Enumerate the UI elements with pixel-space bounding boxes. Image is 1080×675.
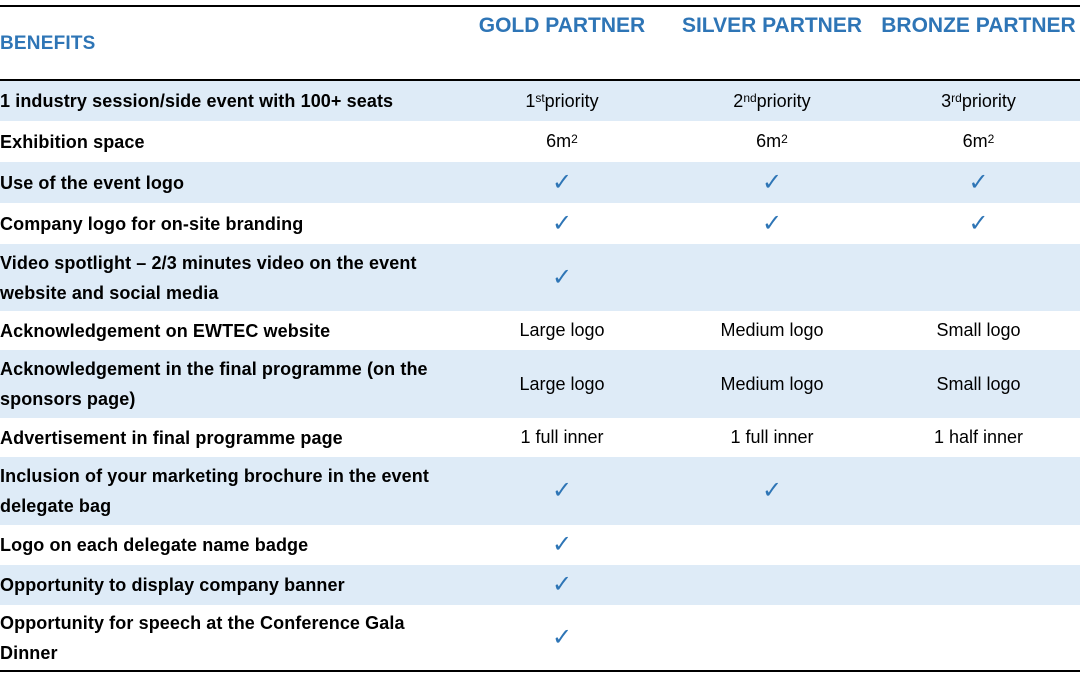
check-mark-icon: ✓	[551, 209, 573, 237]
table-header	[0, 7, 1080, 79]
table-row	[0, 162, 1080, 203]
check-mark-icon: ✓	[551, 531, 573, 558]
gold-partner-value	[457, 457, 667, 525]
table-row	[0, 418, 1080, 457]
bronze-partner-value: Small logo	[936, 373, 1021, 394]
silver-partner-value	[667, 457, 877, 525]
gold-partner-value	[457, 244, 667, 311]
silver-partner-value	[667, 203, 877, 244]
gold-partner-value	[457, 565, 667, 605]
table-row	[0, 81, 1080, 121]
table-row	[0, 605, 1080, 670]
silver-partner-value	[667, 605, 877, 670]
benefit-label: Acknowledgement on EWTEC website	[0, 320, 331, 341]
table-row	[0, 457, 1080, 525]
silver-partner-value: 6m $^2$	[756, 131, 788, 151]
header-benefits: BENEFITS	[0, 33, 96, 54]
bronze-partner-value	[877, 525, 1080, 565]
benefit-label: Opportunity for speech at the Conference Gala Dinner	[0, 612, 405, 663]
bronze-partner-value	[877, 605, 1080, 670]
benefit-label: Advertisement in final programme page	[0, 427, 343, 448]
bronze-partner-value: Small logo	[936, 320, 1021, 340]
check-mark-icon: ✓	[968, 168, 989, 196]
gold-partner-value	[457, 525, 667, 565]
check-mark-icon: ✓	[551, 263, 573, 291]
table-row	[0, 525, 1080, 565]
benefit-label: 1 industry session/side event with 100+ seats	[0, 91, 394, 111]
benefit-label: Exhibition space	[0, 131, 145, 152]
benefit-label: Inclusion of your marketing brochure in the event delegate bag	[0, 466, 429, 516]
check-mark-icon: ✓	[551, 168, 573, 196]
header-gold-partner: GOLD PARTNER	[478, 14, 646, 37]
bronze-partner-value	[877, 457, 1080, 525]
gold-partner-value	[457, 203, 667, 244]
table-row	[0, 350, 1080, 418]
silver-partner-value	[667, 525, 877, 565]
gold-partner-value: 6m $^2$	[546, 131, 578, 151]
bronze-partner-value: 6m $^2$	[962, 131, 995, 151]
table-bottom-rule	[0, 670, 1080, 672]
gold-partner-value: 1 full inner	[520, 427, 604, 447]
benefit-label: Acknowledgement in the final programme (on the sponsors page)	[0, 359, 428, 409]
gold-partner-value	[457, 605, 667, 670]
table-row	[0, 244, 1080, 311]
table-row	[0, 203, 1080, 244]
header-silver-partner: SILVER PARTNER	[681, 14, 863, 37]
check-mark-icon: ✓	[551, 477, 573, 504]
gold-partner-value: 1 $^{st}$ priority	[525, 90, 599, 111]
header-bronze-partner: BRONZE PARTNER	[881, 14, 1076, 37]
silver-partner-value	[667, 244, 877, 311]
gold-partner-value	[457, 162, 667, 203]
gold-partner-value: Large logo	[519, 320, 605, 340]
silver-partner-value	[667, 565, 877, 605]
silver-partner-value: 2 $^{nd}$ priority	[733, 90, 811, 111]
bronze-partner-value: 3 $^{rd}$ priority	[941, 90, 1016, 111]
bronze-partner-value	[877, 565, 1080, 605]
bronze-partner-value	[877, 162, 1080, 203]
silver-partner-value	[667, 162, 877, 203]
benefit-label: Use of the event logo	[0, 172, 185, 193]
bronze-partner-value: 1 half inner	[933, 427, 1024, 447]
table-row	[0, 565, 1080, 605]
check-mark-icon: ✓	[968, 209, 989, 237]
check-mark-icon: ✓	[761, 209, 783, 237]
bronze-partner-value	[877, 203, 1080, 244]
bronze-partner-value	[877, 244, 1080, 311]
check-mark-icon: ✓	[761, 168, 783, 196]
silver-partner-value: Medium logo	[720, 320, 824, 340]
table-body	[0, 81, 1080, 670]
check-mark-icon: ✓	[551, 571, 573, 598]
check-mark-icon: ✓	[551, 623, 573, 651]
benefit-label: Company logo for on-site branding	[0, 213, 304, 234]
silver-partner-value: Medium logo	[720, 373, 824, 394]
benefit-label: Video spotlight – 2/3 minutes video on the event website and social media	[0, 252, 417, 303]
table-row	[0, 121, 1080, 162]
benefit-label: Opportunity to display company banner	[0, 575, 345, 595]
table-row	[0, 311, 1080, 350]
benefit-label: Logo on each delegate name badge	[0, 535, 309, 555]
silver-partner-value: 1 full inner	[730, 427, 814, 447]
check-mark-icon: ✓	[761, 477, 783, 504]
gold-partner-value: Large logo	[519, 373, 605, 394]
